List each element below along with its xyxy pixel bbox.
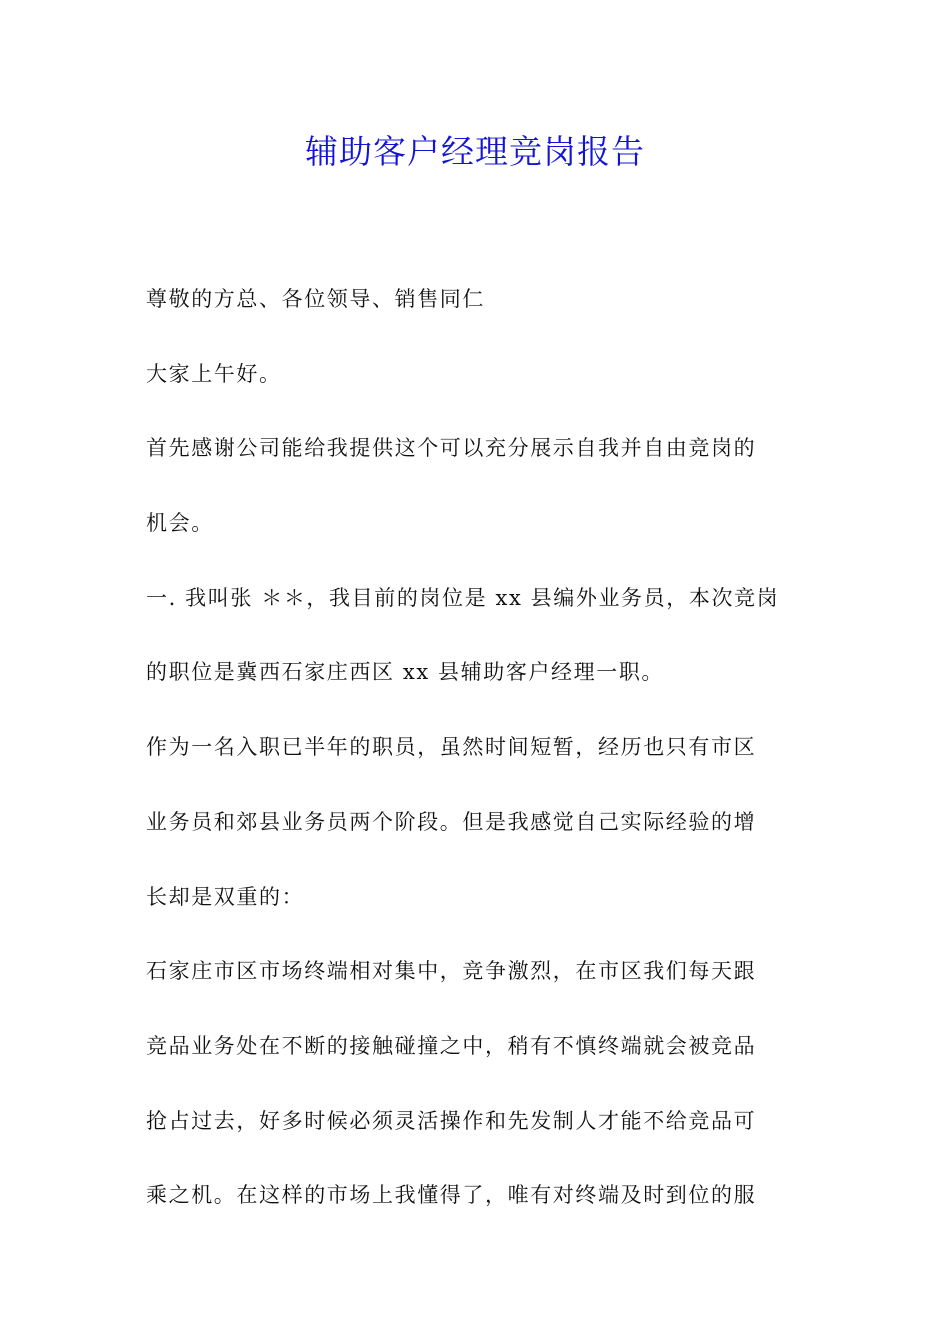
text-line: 石家庄市区市场终端相对集中，竞争激烈，在市区我们每天跟	[146, 959, 757, 984]
text-line: 业务员和郊县业务员两个阶段。但是我感觉自己实际经验的增	[146, 809, 757, 834]
document-body	[146, 262, 812, 1233]
document-title: 辅助客户经理竞岗报告	[305, 132, 645, 171]
text-line: 一. 我叫张 ＊＊，我目前的岗位是 xx 县编外业务员，本次竞岗	[146, 585, 780, 610]
text-line-greeting: 大家上午好。	[146, 361, 282, 386]
text-line-salutation: 尊敬的方总、各位领导、销售同仁	[146, 287, 485, 311]
text-line: 的职位是冀西石家庄西区 xx 县辅助客户经理一职。	[146, 660, 665, 685]
text-line: 机会。	[146, 511, 214, 536]
text-line: 首先感谢公司能给我提供这个可以充分展示自我并自由竞岗的	[146, 436, 757, 461]
text-line: 乘之机。在这样的市场上我懂得了，唯有对终端及时到位的服	[146, 1183, 757, 1208]
text-line: 抢占过去，好多时候必须灵活操作和先发制人才能不给竞品可	[146, 1108, 757, 1133]
text-line: 竞品业务处在不断的接触碰撞之中，稍有不慎终端就会被竞品	[146, 1033, 757, 1058]
text-line: 长却是双重的：	[146, 884, 305, 909]
text-line: 作为一名入职已半年的职员，虽然时间短暂，经历也只有市区	[146, 735, 757, 760]
